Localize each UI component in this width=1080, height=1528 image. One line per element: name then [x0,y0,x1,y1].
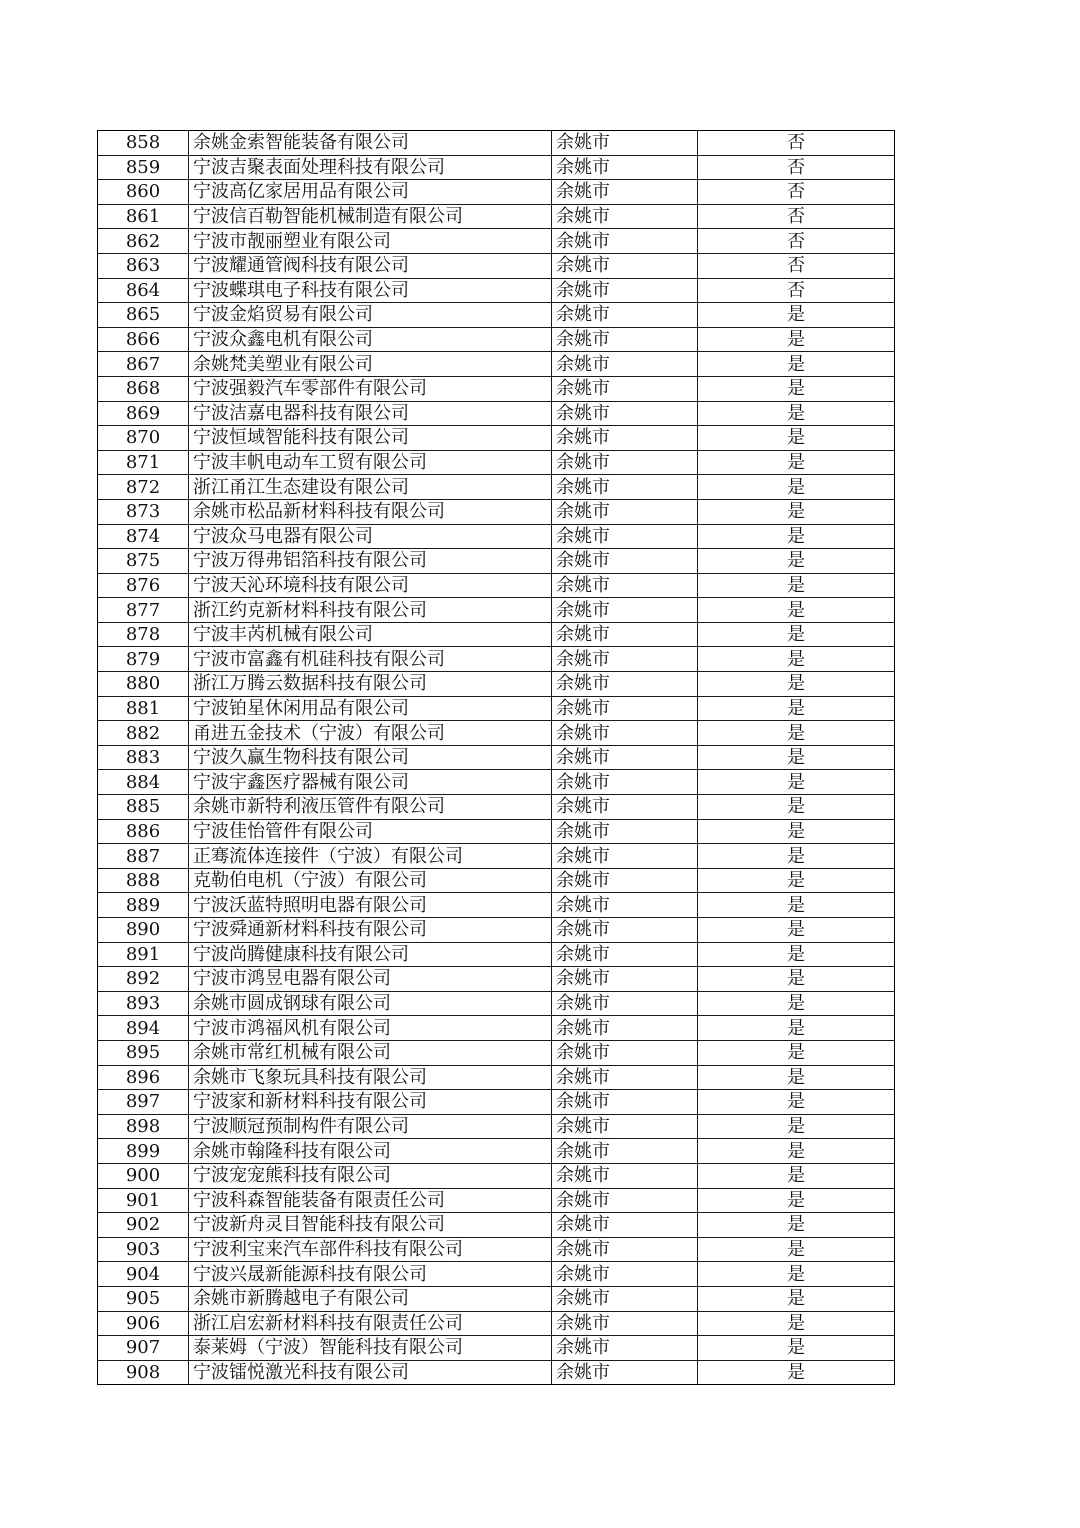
table-row [98,426,895,451]
status-flag-cell: 是 [698,352,895,377]
company-name-cell: 宁波众马电器有限公司 [189,524,552,549]
row-number-cell: 896 [98,1065,189,1090]
table-row [98,622,895,647]
table-row [98,1040,895,1065]
company-name-cell: 宁波丰芮机械有限公司 [189,622,552,647]
company-name-cell: 宁波强毅汽车零部件有限公司 [189,376,552,401]
company-name-cell: 宁波恒域智能科技有限公司 [189,426,552,451]
company-name-cell: 余姚梵美塑业有限公司 [189,352,552,377]
table-row [98,1163,895,1188]
table-row [98,450,895,475]
status-flag-cell: 是 [698,549,895,574]
row-number-cell: 905 [98,1286,189,1311]
table-row [98,475,895,500]
company-name-cell: 宁波宠宠熊科技有限公司 [189,1163,552,1188]
city-cell: 余姚市 [552,745,698,770]
row-number-cell: 860 [98,180,189,205]
company-name-cell: 宁波吉聚表面处理科技有限公司 [189,155,552,180]
status-flag-cell: 是 [698,524,895,549]
table-row [98,1360,895,1385]
status-flag-cell: 是 [698,868,895,893]
table-row [98,770,895,795]
status-flag-cell: 否 [698,253,895,278]
row-number-cell: 903 [98,1237,189,1262]
table-row [98,844,895,869]
company-name-cell: 宁波顺冠预制构件有限公司 [189,1114,552,1139]
table-row [98,795,895,820]
table-row [98,647,895,672]
status-flag-cell: 是 [698,1360,895,1385]
status-flag-cell: 否 [698,131,895,156]
row-number-cell: 867 [98,352,189,377]
row-number-cell: 877 [98,598,189,623]
company-name-cell: 宁波耀通管阀科技有限公司 [189,253,552,278]
row-number-cell: 895 [98,1040,189,1065]
city-cell: 余姚市 [552,499,698,524]
row-number-cell: 890 [98,918,189,943]
city-cell: 余姚市 [552,893,698,918]
table-row [98,1336,895,1361]
city-cell: 余姚市 [552,942,698,967]
company-name-cell: 克勒伯电机（宁波）有限公司 [189,868,552,893]
city-cell: 余姚市 [552,1360,698,1385]
status-flag-cell: 是 [698,499,895,524]
status-flag-cell: 是 [698,745,895,770]
status-flag-cell: 否 [698,278,895,303]
row-number-cell: 872 [98,475,189,500]
city-cell: 余姚市 [552,844,698,869]
row-number-cell: 907 [98,1336,189,1361]
table-row [98,967,895,992]
row-number-cell: 898 [98,1114,189,1139]
row-number-cell: 901 [98,1188,189,1213]
company-name-cell: 宁波天沁环境科技有限公司 [189,573,552,598]
table-row [98,918,895,943]
city-cell: 余姚市 [552,229,698,254]
company-name-cell: 宁波舜通新材料科技有限公司 [189,918,552,943]
status-flag-cell: 否 [698,229,895,254]
row-number-cell: 863 [98,253,189,278]
row-number-cell: 879 [98,647,189,672]
city-cell: 余姚市 [552,598,698,623]
row-number-cell: 869 [98,401,189,426]
status-flag-cell: 是 [698,426,895,451]
row-number-cell: 858 [98,131,189,156]
table-row [98,573,895,598]
company-name-cell: 正骞流体连接件（宁波）有限公司 [189,844,552,869]
city-cell: 余姚市 [552,426,698,451]
status-flag-cell: 是 [698,770,895,795]
row-number-cell: 861 [98,204,189,229]
company-list-table [97,130,895,1385]
status-flag-cell: 是 [698,303,895,328]
row-number-cell: 870 [98,426,189,451]
company-name-cell: 余姚市常红机械有限公司 [189,1040,552,1065]
status-flag-cell: 是 [698,327,895,352]
city-cell: 余姚市 [552,770,698,795]
row-number-cell: 866 [98,327,189,352]
table-row [98,204,895,229]
status-flag-cell: 否 [698,155,895,180]
city-cell: 余姚市 [552,819,698,844]
row-number-cell: 884 [98,770,189,795]
table-row [98,868,895,893]
row-number-cell: 874 [98,524,189,549]
row-number-cell: 864 [98,278,189,303]
table-row [98,942,895,967]
row-number-cell: 881 [98,696,189,721]
row-number-cell: 875 [98,549,189,574]
status-flag-cell: 是 [698,967,895,992]
city-cell: 余姚市 [552,1114,698,1139]
row-number-cell: 889 [98,893,189,918]
status-flag-cell: 是 [698,376,895,401]
status-flag-cell: 是 [698,1213,895,1238]
table-row [98,893,895,918]
status-flag-cell: 是 [698,819,895,844]
table-row [98,745,895,770]
status-flag-cell: 是 [698,1139,895,1164]
company-list-body [98,131,895,1385]
status-flag-cell: 是 [698,1090,895,1115]
city-cell: 余姚市 [552,1237,698,1262]
city-cell: 余姚市 [552,1163,698,1188]
row-number-cell: 900 [98,1163,189,1188]
status-flag-cell: 是 [698,401,895,426]
city-cell: 余姚市 [552,1139,698,1164]
row-number-cell: 880 [98,672,189,697]
table-row [98,598,895,623]
city-cell: 余姚市 [552,303,698,328]
table-row [98,303,895,328]
city-cell: 余姚市 [552,204,698,229]
city-cell: 余姚市 [552,352,698,377]
status-flag-cell: 是 [698,573,895,598]
status-flag-cell: 是 [698,1016,895,1041]
city-cell: 余姚市 [552,155,698,180]
status-flag-cell: 是 [698,475,895,500]
city-cell: 余姚市 [552,475,698,500]
status-flag-cell: 是 [698,991,895,1016]
table-row [98,721,895,746]
status-flag-cell: 是 [698,622,895,647]
company-name-cell: 浙江启宏新材料科技有限责任公司 [189,1311,552,1336]
row-number-cell: 873 [98,499,189,524]
city-cell: 余姚市 [552,1286,698,1311]
table-row [98,1286,895,1311]
row-number-cell: 891 [98,942,189,967]
status-flag-cell: 是 [698,1040,895,1065]
city-cell: 余姚市 [552,376,698,401]
city-cell: 余姚市 [552,1040,698,1065]
status-flag-cell: 是 [698,1336,895,1361]
company-name-cell: 宁波丰帆电动车工贸有限公司 [189,450,552,475]
city-cell: 余姚市 [552,967,698,992]
status-flag-cell: 是 [698,1262,895,1287]
city-cell: 余姚市 [552,721,698,746]
company-name-cell: 宁波市鸿福风机有限公司 [189,1016,552,1041]
status-flag-cell: 是 [698,1286,895,1311]
status-flag-cell: 是 [698,1237,895,1262]
company-name-cell: 宁波高亿家居用品有限公司 [189,180,552,205]
company-name-cell: 宁波金焰贸易有限公司 [189,303,552,328]
company-name-cell: 宁波万得弗铝箔科技有限公司 [189,549,552,574]
status-flag-cell: 是 [698,1188,895,1213]
company-name-cell: 宁波信百勒智能机械制造有限公司 [189,204,552,229]
row-number-cell: 876 [98,573,189,598]
city-cell: 余姚市 [552,278,698,303]
row-number-cell: 902 [98,1213,189,1238]
city-cell: 余姚市 [552,868,698,893]
row-number-cell: 886 [98,819,189,844]
row-number-cell: 894 [98,1016,189,1041]
status-flag-cell: 是 [698,795,895,820]
company-name-cell: 宁波市富鑫有机硅科技有限公司 [189,647,552,672]
status-flag-cell: 是 [698,1163,895,1188]
status-flag-cell: 否 [698,180,895,205]
table-row [98,376,895,401]
row-number-cell: 868 [98,376,189,401]
city-cell: 余姚市 [552,573,698,598]
row-number-cell: 893 [98,991,189,1016]
city-cell: 余姚市 [552,696,698,721]
table-row [98,499,895,524]
company-name-cell: 余姚市飞象玩具科技有限公司 [189,1065,552,1090]
company-name-cell: 余姚市新特利液压管件有限公司 [189,795,552,820]
table-row [98,819,895,844]
city-cell: 余姚市 [552,549,698,574]
status-flag-cell: 是 [698,598,895,623]
city-cell: 余姚市 [552,647,698,672]
status-flag-cell: 是 [698,1114,895,1139]
company-name-cell: 宁波家和新材料科技有限公司 [189,1090,552,1115]
table-row [98,549,895,574]
city-cell: 余姚市 [552,1188,698,1213]
status-flag-cell: 否 [698,204,895,229]
table-row [98,229,895,254]
table-row [98,1016,895,1041]
row-number-cell: 906 [98,1311,189,1336]
table-row [98,352,895,377]
row-number-cell: 882 [98,721,189,746]
company-name-cell: 浙江约克新材料科技有限公司 [189,598,552,623]
table-row [98,131,895,156]
status-flag-cell: 是 [698,893,895,918]
status-flag-cell: 是 [698,450,895,475]
table-row [98,991,895,1016]
company-name-cell: 泰莱姆（宁波）智能科技有限公司 [189,1336,552,1361]
row-number-cell: 862 [98,229,189,254]
status-flag-cell: 是 [698,672,895,697]
table-row [98,253,895,278]
city-cell: 余姚市 [552,1065,698,1090]
row-number-cell: 883 [98,745,189,770]
city-cell: 余姚市 [552,450,698,475]
city-cell: 余姚市 [552,622,698,647]
table-row [98,1090,895,1115]
table-row [98,401,895,426]
city-cell: 余姚市 [552,795,698,820]
city-cell: 余姚市 [552,524,698,549]
company-name-cell: 浙江甬江生态建设有限公司 [189,475,552,500]
row-number-cell: 888 [98,868,189,893]
row-number-cell: 908 [98,1360,189,1385]
row-number-cell: 904 [98,1262,189,1287]
table-row [98,1139,895,1164]
row-number-cell: 885 [98,795,189,820]
status-flag-cell: 是 [698,647,895,672]
table-row [98,1262,895,1287]
row-number-cell: 887 [98,844,189,869]
company-name-cell: 余姚市圆成钢球有限公司 [189,991,552,1016]
company-name-cell: 宁波蝶琪电子科技有限公司 [189,278,552,303]
company-name-cell: 浙江万腾云数据科技有限公司 [189,672,552,697]
table-row [98,1188,895,1213]
table-row [98,155,895,180]
company-name-cell: 宁波铂星休闲用品有限公司 [189,696,552,721]
row-number-cell: 859 [98,155,189,180]
city-cell: 余姚市 [552,131,698,156]
company-name-cell: 宁波新舟灵目智能科技有限公司 [189,1213,552,1238]
table-row [98,278,895,303]
row-number-cell: 865 [98,303,189,328]
status-flag-cell: 是 [698,721,895,746]
city-cell: 余姚市 [552,1213,698,1238]
company-name-cell: 宁波佳怡管件有限公司 [189,819,552,844]
city-cell: 余姚市 [552,1090,698,1115]
company-name-cell: 宁波沃蓝特照明电器有限公司 [189,893,552,918]
company-name-cell: 余姚市翰隆科技有限公司 [189,1139,552,1164]
company-name-cell: 宁波市靓丽塑业有限公司 [189,229,552,254]
city-cell: 余姚市 [552,991,698,1016]
city-cell: 余姚市 [552,1016,698,1041]
company-name-cell: 宁波市鸿昱电器有限公司 [189,967,552,992]
city-cell: 余姚市 [552,253,698,278]
company-name-cell: 余姚金索智能装备有限公司 [189,131,552,156]
row-number-cell: 892 [98,967,189,992]
table-row [98,1065,895,1090]
city-cell: 余姚市 [552,1311,698,1336]
table-row [98,180,895,205]
status-flag-cell: 是 [698,942,895,967]
row-number-cell: 871 [98,450,189,475]
city-cell: 余姚市 [552,1262,698,1287]
company-name-cell: 宁波科森智能装备有限责任公司 [189,1188,552,1213]
status-flag-cell: 是 [698,1311,895,1336]
table-row [98,696,895,721]
city-cell: 余姚市 [552,918,698,943]
city-cell: 余姚市 [552,180,698,205]
status-flag-cell: 是 [698,696,895,721]
table-row [98,672,895,697]
table-row [98,1114,895,1139]
company-name-cell: 宁波镭悦激光科技有限公司 [189,1360,552,1385]
city-cell: 余姚市 [552,672,698,697]
city-cell: 余姚市 [552,327,698,352]
company-name-cell: 宁波宇鑫医疗器械有限公司 [189,770,552,795]
company-name-cell: 余姚市松品新材料科技有限公司 [189,499,552,524]
table-row [98,524,895,549]
company-name-cell: 宁波久赢生物科技有限公司 [189,745,552,770]
company-name-cell: 宁波兴晟新能源科技有限公司 [189,1262,552,1287]
status-flag-cell: 是 [698,844,895,869]
status-flag-cell: 是 [698,918,895,943]
status-flag-cell: 是 [698,1065,895,1090]
table-row [98,1213,895,1238]
city-cell: 余姚市 [552,401,698,426]
row-number-cell: 899 [98,1139,189,1164]
company-name-cell: 宁波众鑫电机有限公司 [189,327,552,352]
city-cell: 余姚市 [552,1336,698,1361]
company-name-cell: 余姚市新腾越电子有限公司 [189,1286,552,1311]
company-name-cell: 宁波洁嘉电器科技有限公司 [189,401,552,426]
table-row [98,327,895,352]
row-number-cell: 878 [98,622,189,647]
company-name-cell: 宁波尚腾健康科技有限公司 [189,942,552,967]
row-number-cell: 897 [98,1090,189,1115]
company-name-cell: 甬进五金技术（宁波）有限公司 [189,721,552,746]
table-row [98,1237,895,1262]
company-name-cell: 宁波利宝来汽车部件科技有限公司 [189,1237,552,1262]
table-row [98,1311,895,1336]
